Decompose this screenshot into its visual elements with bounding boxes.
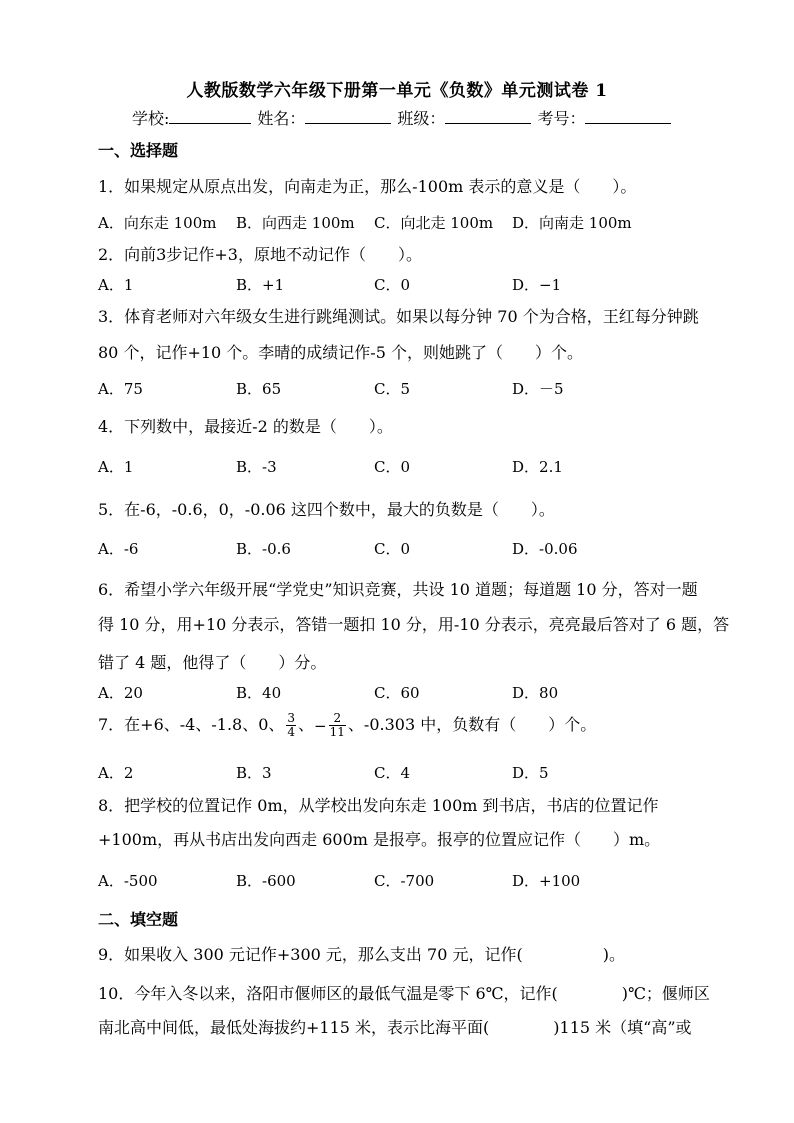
question-6-line-1: 6．希望小学六年级开展“学党史”知识竞赛，共设 10 道题；每道题 10 分，答对一题 (98, 580, 698, 599)
fraction-denominator: 11 (329, 725, 345, 739)
option-c[interactable]: C．向北走 100m (374, 214, 494, 232)
question-7 (98, 712, 596, 739)
option-c[interactable]: C．0 (374, 540, 411, 558)
option-c[interactable]: C．4 (374, 764, 411, 782)
option-b[interactable]: B．65 (236, 380, 282, 398)
option-d[interactable]: D．5 (512, 764, 549, 782)
option-b[interactable]: B．-3 (236, 458, 277, 476)
option-d[interactable]: D．-0.06 (512, 540, 578, 558)
option-c[interactable]: C．0 (374, 276, 411, 294)
option-d[interactable]: D．向南走 100m (512, 214, 632, 232)
question-10-line-1: 10．今年入冬以来，洛阳市偃师区的最低气温是零下 6℃，记作( )℃；偃师区 (98, 984, 710, 1003)
question-4: 4．下列数中，最接近-2 的数是（ ）。 (98, 417, 393, 436)
option-b[interactable]: B．-0.6 (236, 540, 291, 558)
option-b[interactable]: B．向西走 100m (236, 214, 355, 232)
question-8-line-1: 8．把学校的位置记作 0m，从学校出发向东走 100m 到书店，书店的位置记作 (98, 796, 659, 815)
section-heading-fill-blank: 二、填空题 (98, 910, 179, 929)
option-c[interactable]: C．5 (374, 380, 411, 398)
question-8-line-2: +100m，再从书店出发向西走 600m 是报亭。报亭的位置应记作（ ）m。 (98, 830, 661, 849)
option-b[interactable]: B．3 (236, 764, 272, 782)
question-6-line-2: 得 10 分，用+10 分表示，答错一题扣 10 分，用-10 分表示，亮亮最后答对了 6 题，答 (98, 615, 730, 634)
question-9: 9．如果收入 300 元记作+300 元，那么支出 70 元，记作( )。 (98, 945, 625, 964)
fraction-numerator: 3 (287, 711, 296, 725)
option-a[interactable]: A．1 (98, 276, 134, 294)
option-d[interactable]: D．−1 (512, 276, 562, 294)
question-7-options (98, 762, 698, 782)
question-6-options (98, 682, 698, 702)
question-7-prefix: 7．在+6、-4、-1.8、0、 (98, 715, 285, 734)
question-1: 1．如果规定从原点出发，向南走为正，那么-100m 表示的意义是（ ）。 (98, 177, 637, 196)
name-blank[interactable] (305, 109, 391, 124)
fraction-sign: − (314, 716, 327, 735)
question-4-options (98, 456, 698, 476)
question-8-options (98, 870, 698, 890)
school-label: 学校: (132, 109, 170, 128)
student-info-row (132, 106, 677, 129)
option-d[interactable]: D．+100 (512, 872, 581, 890)
question-7-suffix: 、-0.303 中，负数有（ ）个。 (347, 715, 597, 734)
question-2: 2．向前3步记作+3，原地不动记作（ ）。 (98, 245, 422, 264)
option-d[interactable]: D．2.1 (512, 458, 563, 476)
option-d[interactable]: D．80 (512, 684, 559, 702)
option-a[interactable]: A．2 (98, 764, 134, 782)
option-b[interactable]: B．40 (236, 684, 282, 702)
option-b[interactable]: B．+1 (236, 276, 285, 294)
question-1-options (98, 212, 698, 232)
question-3-options (98, 378, 698, 398)
question-7-separator: 、 (298, 715, 315, 734)
fraction-two-elevenths (329, 712, 346, 739)
class-blank[interactable] (445, 109, 531, 124)
fraction-three-quarters (286, 712, 296, 739)
number-blank[interactable] (585, 109, 671, 124)
option-c[interactable]: C．0 (374, 458, 411, 476)
fraction-numerator: 2 (329, 712, 346, 726)
option-a[interactable]: A．-6 (98, 540, 139, 558)
question-5-options (98, 538, 698, 558)
number-label: 考号： (537, 109, 586, 128)
question-3-line-1: 3．体育老师对六年级女生进行跳绳测试。如果以每分钟 70 个为合格，王红每分钟跳 (98, 307, 699, 326)
school-blank[interactable] (169, 109, 251, 124)
option-a[interactable]: A．1 (98, 458, 134, 476)
option-c[interactable]: C．-700 (374, 872, 435, 890)
option-a[interactable]: A．75 (98, 380, 143, 398)
section-heading-choice: 一、选择题 (98, 141, 179, 160)
page-title: 人教版数学六年级下册第一单元《负数》单元测试卷 1 (186, 81, 608, 101)
question-6-line-3: 错了 4 题，他得了（ ）分。 (98, 653, 327, 672)
question-3-line-2: 80 个，记作+10 个。李晴的成绩记作-5 个，则她跳了（ ）个。 (98, 343, 583, 362)
option-a[interactable]: A．-500 (98, 872, 158, 890)
class-label: 班级： (397, 109, 446, 128)
question-5: 5．在-6，-0.6，0，-0.06 这四个数中，最大的负数是（ ）。 (98, 500, 555, 519)
question-10-line-2: 南北高中间低，最低处海拔约+115 米，表示比海平面( )115 米（填“高”或 (98, 1018, 692, 1037)
option-a[interactable]: A．向东走 100m (98, 214, 217, 232)
fraction-denominator: 4 (287, 725, 296, 739)
option-c[interactable]: C．60 (374, 684, 420, 702)
option-d[interactable]: D．－5 (512, 380, 564, 398)
option-b[interactable]: B．-600 (236, 872, 296, 890)
question-2-options (98, 274, 698, 294)
option-a[interactable]: A．20 (98, 684, 143, 702)
name-label: 姓名： (257, 109, 306, 128)
